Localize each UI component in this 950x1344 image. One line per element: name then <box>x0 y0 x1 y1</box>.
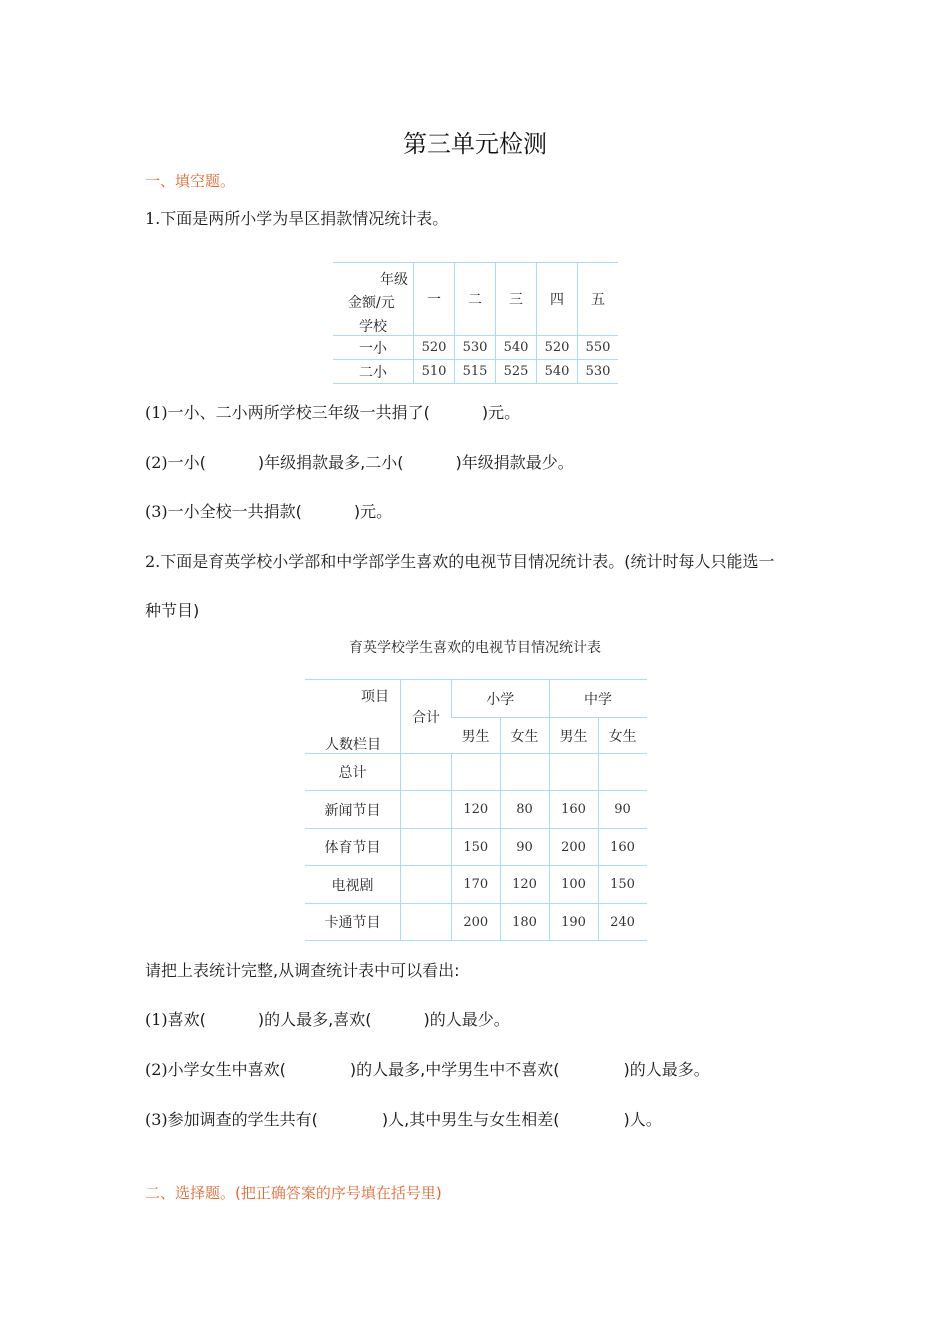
answer-cell[interactable] <box>500 754 549 791</box>
count-cell: 200 <box>452 904 501 941</box>
amount-cell: 515 <box>455 360 496 384</box>
school-label: 一小 <box>333 336 414 360</box>
question-1-sub-2 <box>145 450 574 473</box>
header-school: 学校 <box>359 319 387 335</box>
sub-text: 一小、二小两所学校三年级一共捐了( <box>167 403 430 422</box>
table-row <box>305 829 647 866</box>
section-fill-in-heading: 一、填空题。 <box>145 172 236 190</box>
sub-text: 小学女生中喜欢( <box>167 1060 286 1079</box>
count-cell: 80 <box>500 791 549 829</box>
table-caption: 育英学校学生喜欢的电视节目情况统计表 <box>349 640 601 656</box>
page-title: 第三单元检测 <box>403 130 547 158</box>
row-label: 新闻节目 <box>305 791 401 829</box>
sub-number: (2) <box>145 453 168 472</box>
count-cell: 160 <box>549 791 598 829</box>
question-2-text: 下面是育英学校小学部和中学部学生喜欢的电视节目情况统计表。(统计时每人只能选一 <box>160 552 775 571</box>
answer-cell[interactable] <box>549 754 598 791</box>
answer-cell[interactable] <box>598 754 647 791</box>
answer-cell[interactable] <box>401 904 452 941</box>
sub-text: )元。 <box>481 403 521 422</box>
sub-text: )的人最多,中学男生中不喜欢( <box>349 1060 560 1079</box>
middle-header: 中学 <box>549 680 647 718</box>
question-1 <box>145 206 448 229</box>
row-label: 总计 <box>305 754 401 791</box>
sub-text: 一小全校一共捐款( <box>167 502 302 521</box>
sub-number: (3) <box>145 1110 168 1129</box>
sub-number: (1) <box>145 1010 168 1029</box>
sub-number: (2) <box>145 1060 168 1079</box>
answer-cell[interactable] <box>401 866 452 904</box>
section-choice-heading <box>145 1182 442 1203</box>
count-cell: 90 <box>500 829 549 866</box>
count-cell: 120 <box>452 791 501 829</box>
row-label: 卡通节目 <box>305 904 401 941</box>
count-cell: 170 <box>452 866 501 904</box>
table-row <box>305 791 647 829</box>
amount-cell: 520 <box>537 336 578 360</box>
grade-header: 一 <box>414 263 455 336</box>
sub-text: )的人最少。 <box>423 1010 510 1029</box>
table-row <box>333 336 618 360</box>
answer-cell[interactable] <box>452 754 501 791</box>
count-cell: 200 <box>549 829 598 866</box>
grade-header: 三 <box>496 263 537 336</box>
answer-cell[interactable] <box>401 754 452 791</box>
row-label: 电视剧 <box>305 866 401 904</box>
question-1-number: 1. <box>145 209 161 228</box>
sub-text: 一小( <box>167 453 206 472</box>
question-2 <box>145 549 775 572</box>
header-people: 人数栏目 <box>325 737 381 753</box>
question-2-continued: 种节目) <box>145 601 200 620</box>
header-amount: 金额/元 <box>348 295 395 311</box>
donation-table-corner-header <box>333 263 414 336</box>
count-cell: 100 <box>549 866 598 904</box>
male-header: 男生 <box>452 718 501 754</box>
table-row <box>305 754 647 791</box>
male-header: 男生 <box>549 718 598 754</box>
school-label: 二小 <box>333 360 414 384</box>
count-cell: 190 <box>549 904 598 941</box>
question-1-sub-1 <box>145 400 520 423</box>
question-2-instruction: 请把上表统计完整,从调查统计表中可以看出: <box>145 961 460 980</box>
question-1-text: 下面是两所小学为旱区捐款情况统计表。 <box>160 209 449 228</box>
count-cell: 180 <box>500 904 549 941</box>
sub-text: )的人最多。 <box>623 1060 710 1079</box>
sub-text: )元。 <box>353 502 393 521</box>
sub-text: 参加调查的学生共有( <box>167 1110 318 1129</box>
sub-text: )年级捐款最多,二小( <box>257 453 404 472</box>
count-cell: 90 <box>598 791 647 829</box>
count-cell: 150 <box>598 866 647 904</box>
table-row <box>305 904 647 941</box>
sub-text: )的人最多,喜欢( <box>257 1010 372 1029</box>
primary-header: 小学 <box>452 680 550 718</box>
tv-table-corner-header <box>305 680 401 754</box>
amount-cell: 550 <box>578 336 619 360</box>
donation-table <box>333 262 618 384</box>
amount-cell: 525 <box>496 360 537 384</box>
amount-cell: 530 <box>455 336 496 360</box>
sub-text: )人,其中男生与女生相差( <box>381 1110 560 1129</box>
row-label: 体育节目 <box>305 829 401 866</box>
header-grade: 年级 <box>380 272 408 288</box>
count-cell: 160 <box>598 829 647 866</box>
sub-text: )年级捐款最少。 <box>455 453 574 472</box>
question-2-sub-3 <box>145 1107 662 1130</box>
section-choice-label: 二、选择题。 <box>145 1184 236 1202</box>
sub-number: (1) <box>145 403 168 422</box>
grade-header: 二 <box>455 263 496 336</box>
total-column-header: 合计 <box>401 680 452 754</box>
answer-cell[interactable] <box>401 791 452 829</box>
amount-cell: 520 <box>414 336 455 360</box>
grade-header: 四 <box>537 263 578 336</box>
sub-text: 喜欢( <box>167 1010 206 1029</box>
header-item: 项目 <box>361 689 389 705</box>
amount-cell: 540 <box>537 360 578 384</box>
amount-cell: 510 <box>414 360 455 384</box>
female-header: 女生 <box>500 718 549 754</box>
table-row <box>305 866 647 904</box>
count-cell: 240 <box>598 904 647 941</box>
question-2-sub-1 <box>145 1007 510 1030</box>
section-choice-note: (把正确答案的序号填在括号里) <box>235 1184 442 1202</box>
grade-header: 五 <box>578 263 619 336</box>
sub-number: (3) <box>145 502 168 521</box>
count-cell: 150 <box>452 829 501 866</box>
count-cell: 120 <box>500 866 549 904</box>
answer-cell[interactable] <box>401 829 452 866</box>
female-header: 女生 <box>598 718 647 754</box>
question-2-number: 2. <box>145 552 161 571</box>
amount-cell: 530 <box>578 360 619 384</box>
amount-cell: 540 <box>496 336 537 360</box>
question-2-sub-2 <box>145 1057 710 1080</box>
sub-text: )人。 <box>623 1110 662 1129</box>
tv-program-table <box>305 679 647 941</box>
question-1-sub-3 <box>145 499 392 522</box>
table-row <box>333 360 618 384</box>
